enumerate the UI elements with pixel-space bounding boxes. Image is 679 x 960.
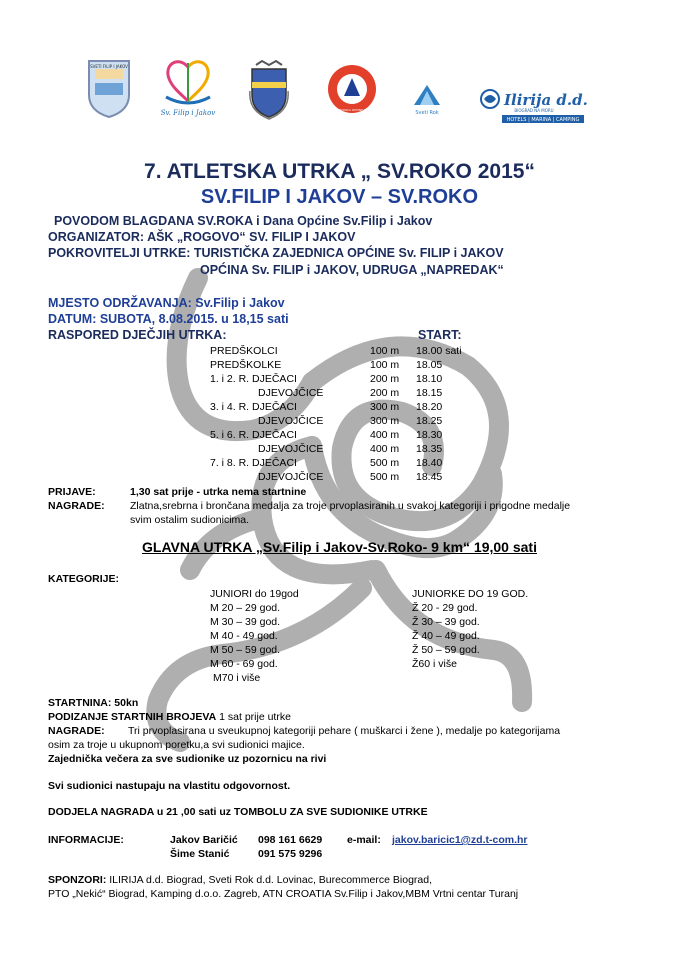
sv-filip-heart-logo [152, 57, 224, 119]
kid-race-name: DJEVOJČICE [258, 471, 324, 483]
category-item: M 50 – 59 god. [210, 644, 281, 656]
kid-race-name: PREDŠKOLCI [210, 345, 278, 357]
main-race-heading: GLAVNA UTRKA „Sv.Filip i Jakov-Sv.Roko- 9 km“ 19,00 sati [142, 539, 537, 555]
ilirija-name: Ilirija d.d. [504, 91, 588, 109]
kid-race-time: 18.20 [416, 401, 443, 413]
category-item: M70 i više [213, 672, 261, 684]
kid-race-name: 1. i 2. R. DJEČACI [210, 373, 297, 385]
kid-race-distance: 400 m [370, 429, 400, 441]
email-label: e-mail: [347, 834, 381, 846]
nagrade-text: Zlatna,srebrna i brončana medalja za troje prvoplasiranih u svakoj kategoriji i prigodne medalje [130, 500, 571, 512]
nagrade2-label: NAGRADE: [48, 725, 105, 737]
kid-race-name: 3. i 4. R. DJEČACI [210, 401, 297, 413]
kid-race-name: 7. i 8. R. DJEČACI [210, 457, 297, 469]
sponzori-text: ILIRIJA d.d. Biograd, Sveti Rok d.d. Lovinac, Burecommerce Biograd, [106, 874, 433, 886]
category-item: JUNIORKE DO 19 GOD. [412, 588, 529, 600]
kid-race-time: 18.15 [416, 387, 443, 399]
kid-race-name: 5. i 6. R. DJEČACI [210, 429, 297, 441]
nagrade-text-2: svim ostalim sudionicima. [130, 514, 250, 526]
dodjela-text: DODJELA NAGRADA u 21 ,00 sati uz TOMBOLU ZA SVE SUDIONIKE UTRKE [48, 806, 428, 818]
nagrade-label: NAGRADE: [48, 500, 105, 512]
organizator-text: ORGANIZATOR: AŠK „ROGOVO“ SV. FILIP I JAKOV [48, 230, 356, 244]
category-item: M 60 - 69 god. [210, 658, 278, 670]
kategorije-label: KATEGORIJE: [48, 573, 119, 585]
info-phone-2: 091 575 9296 [258, 848, 323, 860]
kid-race-distance: 500 m [370, 457, 400, 469]
category-item: Ž 30 – 39 god. [412, 616, 480, 628]
category-item: M 40 - 49 god. [210, 630, 278, 642]
kid-race-time: 18.35 [416, 443, 443, 455]
mjesto-text: MJESTO ODRŽAVANJA: Sv.Filip i Jakov [48, 296, 285, 310]
category-item: M 30 – 39 god. [210, 616, 281, 628]
ilirija-sub: BIOGRAD NA MORU [514, 108, 554, 113]
email-link[interactable]: jakov.baricic1@zd.t-com.hr [392, 834, 528, 846]
kid-race-distance: 300 m [370, 401, 400, 413]
ilirija-tags: HOTELS | MARINA | CAMPING [506, 117, 580, 123]
kid-race-time: 18.00 sati [416, 345, 462, 357]
sponzori-line [48, 874, 432, 886]
kid-race-distance: 500 m [370, 471, 400, 483]
kid-race-name: DJEVOJČICE [258, 443, 324, 455]
logo5-text: Sveti Rok [415, 110, 439, 116]
category-item: M 20 – 29 god. [210, 602, 281, 614]
kid-race-name: PREDŠKOLKE [210, 359, 282, 371]
kid-race-distance: 100 m [370, 345, 400, 357]
category-item: Ž 50 – 59 god. [412, 644, 480, 656]
kid-race-distance: 400 m [370, 443, 400, 455]
nagrade2-text: Tri prvoplasirana u sveukupnoj kategoriji pehare ( muškarci i žene ), medalje po kategorijama [128, 725, 561, 737]
prijave-label: PRIJAVE: [48, 486, 96, 498]
kid-race-distance: 300 m [370, 415, 400, 427]
kid-race-time: 18.45 [416, 471, 443, 483]
podizanje-label: PODIZANJE STARTNIH BROJEVA [48, 711, 217, 723]
kid-race-name: DJEVOJČICE [258, 387, 324, 399]
startnina-text: STARTNINA: 50kn [48, 697, 139, 709]
raspored-heading: RASPORED DJEČJIH UTRKA: [48, 328, 227, 342]
page-subtitle: SV.FILIP I JAKOV – SV.ROKO [200, 186, 479, 208]
pokrovitelji-text: POKROVITELJI UTRKE: TURISTIČKA ZAJEDNICA OPĆINE Sv. FILIP i JAKOV [48, 246, 504, 260]
coat-of-arms-logo [248, 61, 290, 119]
logo-row [0, 55, 679, 135]
kid-race-distance: 200 m [370, 387, 400, 399]
podizanje-line [48, 711, 291, 723]
kid-race-name: DJEVOJČICE [258, 415, 324, 427]
prijave-text: 1,30 sat prije - utrka nema startnine [130, 486, 307, 498]
logo1-text: SVETI FILIP I JAKOV [90, 64, 128, 69]
category-item: Ž 20 - 29 god. [412, 602, 478, 614]
start-heading: START: [418, 328, 462, 342]
info-name-1: Jakov Baričić [170, 834, 238, 846]
sponzori-text-2: PTO „Nekić“ Biograd, Kamping d.o.o. Zagreb, ATN CROATIA Sv.Filip i Jakov,MBM Vrtni centar Turanj [48, 888, 519, 900]
category-item: Ž 40 – 49 god. [412, 630, 480, 642]
pokrovitelji-text-2: OPĆINA Sv. FILIP i JAKOV, UDRUGA „NAPREDAK“ [200, 263, 504, 277]
municipality-crest-logo [85, 57, 133, 119]
logo4-text: TURISTIČKA ZAJEDNICA OPĆINE SV. FILIP I JAKOV [315, 108, 389, 112]
page-title: 7. ATLETSKA UTRKA „ SV.ROKO 2015“ [144, 160, 535, 183]
vecera-text: Zajednička večera za sve sudionike uz pozornicu na rivi [48, 753, 327, 765]
kid-race-time: 18.25 [416, 415, 443, 427]
nagrade2-text-2: osim za troje u ukupnom poretku,a svi sudionici majice. [48, 739, 305, 751]
kid-race-time: 18.30 [416, 429, 443, 441]
kid-race-time: 18.40 [416, 457, 443, 469]
ilirija-logo [478, 85, 588, 125]
podizanje-text: 1 sat prije utrke [216, 711, 291, 723]
tourist-board-logo [315, 63, 389, 115]
datum-text: DATUM: SUBOTA, 8.08.2015. u 18,15 sati [48, 312, 289, 326]
odgovornost-text: Svi sudionici nastupaju na vlastitu odgovornost. [48, 780, 291, 792]
povod-text: POVODOM BLAGDANA SV.ROKA i Dana Općine Sv.Filip i Jakov [54, 214, 433, 228]
logo2-text: Sv. Filip i Jakov [160, 109, 216, 117]
info-name-2: Šime Stanić [170, 848, 230, 860]
info-label: INFORMACIJE: [48, 834, 124, 846]
category-item: Ž60 i više [412, 658, 457, 670]
sveti-rok-logo [412, 83, 442, 117]
info-phone-1: 098 161 6629 [258, 834, 323, 846]
kid-race-distance: 200 m [370, 373, 400, 385]
kid-race-time: 18.10 [416, 373, 443, 385]
category-item: JUNIORI do 19god [210, 588, 299, 600]
kid-race-time: 18.05 [416, 359, 443, 371]
kid-race-distance: 100 m [370, 359, 400, 371]
sponzori-label: SPONZORI: [48, 874, 107, 886]
